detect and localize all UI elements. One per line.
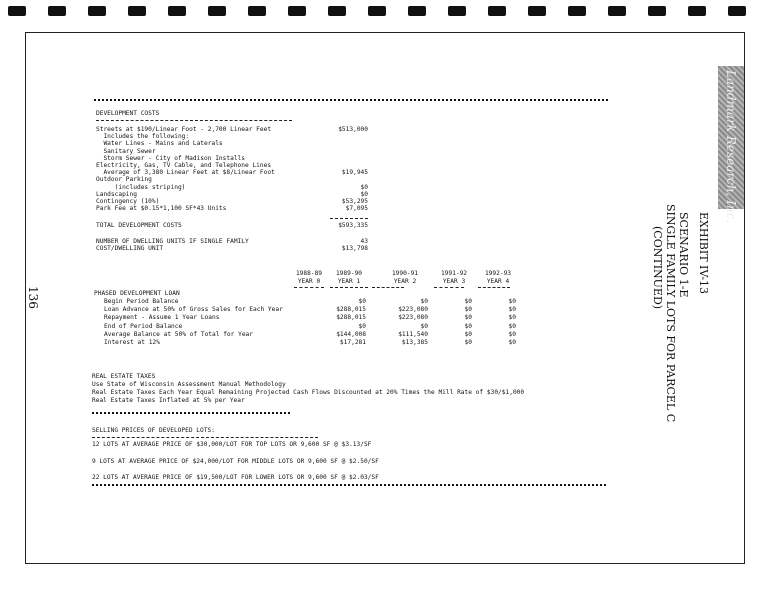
year-underline: [434, 287, 464, 288]
exhibit-number: EXHIBIT IV-13: [697, 212, 710, 295]
loan-cell: $288,015: [336, 314, 366, 322]
perforation: [648, 6, 666, 16]
year-label: YEAR 1: [337, 278, 361, 285]
year-period: 1992-93: [484, 270, 512, 277]
development-cost-label: Outdoor Parking: [96, 176, 152, 184]
loan-cell: $0: [464, 330, 472, 338]
loan-cell: $0: [508, 306, 516, 314]
loan-cell: $0: [508, 322, 516, 330]
selling-price-line: 22 LOTS AT AVERAGE PRICE OF $19,500/LOT FOR LOWER LOTS OR 9,600 SF @ $2.03/SF: [92, 474, 379, 481]
year-underline: [372, 287, 404, 288]
taxes-line: Use State of Wisconsin Assessment Manual Methodology: [92, 381, 286, 388]
perforation: [408, 6, 426, 16]
loan-cell: $0: [508, 339, 516, 346]
top-separator: [94, 99, 608, 103]
loan-cell: $0: [358, 298, 366, 305]
year-underline: [294, 287, 324, 288]
year-period: 1988-89: [295, 270, 323, 277]
year-label: YEAR 4: [486, 278, 510, 285]
loan-cell: $0: [420, 298, 428, 305]
loan-cell: $111,540: [398, 330, 428, 338]
total-development-costs-value: $593,335: [338, 222, 368, 229]
bottom-separator: [92, 484, 606, 488]
year-label: YEAR 2: [393, 278, 417, 285]
loan-row-label: Loan Advance at 50% of Gross Sales for Each Year: [104, 306, 283, 314]
development-cost-label: Streets at $190/Linear Foot - 2,700 Linear Feet: [96, 126, 272, 133]
loan-cell: $13,385: [401, 339, 428, 346]
cost-per-unit-value: $13,798: [341, 245, 368, 252]
exhibit-title: SINGLE FAMILY LOTS FOR PARCEL C: [664, 204, 677, 423]
loan-cell: $17,281: [339, 339, 366, 346]
perforation: [488, 6, 506, 16]
dwelling-units-value: 43: [360, 238, 368, 245]
development-cost-label: Park Fee at $0.15*1,100 SF*43 Units: [96, 205, 227, 213]
loan-cell: $0: [464, 306, 472, 314]
cost-per-unit-label: COST/DWELLING UNIT: [96, 245, 164, 252]
logo-text: Landmark Research, Inc.: [724, 70, 738, 224]
development-cost-label: Average of 3,380 Linear Feet at $8/Linear Foot: [96, 169, 275, 177]
development-cost-value: $7,095: [345, 205, 368, 213]
year-period: 1990-91: [391, 270, 419, 277]
perforation: [208, 6, 226, 16]
perforation: [288, 6, 306, 16]
loan-row-label: End of Period Balance: [104, 322, 183, 330]
taxes-line: Real Estate Taxes Inflated at 5% per Year: [92, 397, 245, 404]
year-underline: [330, 287, 368, 288]
perforation: [728, 6, 746, 16]
perforation: [88, 6, 106, 16]
loan-cell: $223,080: [398, 306, 428, 314]
perforation: [168, 6, 186, 16]
development-cost-label: Landscaping: [96, 190, 137, 198]
perforation: [528, 6, 546, 16]
total-rule: [330, 218, 368, 219]
development-cost-label: Includes the following:: [96, 133, 190, 141]
loan-cell: $0: [358, 322, 366, 330]
development-costs-header: DEVELOPMENT COSTS: [96, 110, 160, 117]
continued-label: (CONTINUED): [651, 226, 664, 310]
page-number: 136: [26, 286, 40, 309]
loan-cell: $0: [464, 298, 472, 305]
perforation: [368, 6, 386, 16]
development-cost-label: Contingency (10%): [96, 198, 160, 205]
selling-price-line: 9 LOTS AT AVERAGE PRICE OF $24,000/LOT FOR MIDDLE LOTS OR 9,600 SF @ $2.50/SF: [92, 458, 379, 465]
loan-cell: $0: [508, 298, 516, 305]
company-logo: [718, 66, 744, 224]
perforation: [48, 6, 66, 16]
loan-cell: $288,015: [336, 306, 366, 314]
loan-row-label: Average Balance at 50% of Total for Year: [104, 330, 254, 338]
development-cost-label: (includes striping): [96, 183, 186, 191]
year-period: 1989-90: [335, 270, 363, 277]
dwelling-units-label: NUMBER OF DWELLING UNITS IF SINGLE FAMILY: [96, 238, 249, 245]
year-label: YEAR 0: [297, 278, 321, 285]
perforation: [248, 6, 266, 16]
perforation: [688, 6, 706, 16]
header-underline: [96, 120, 292, 121]
selling-prices-underline: [92, 437, 318, 438]
development-cost-value: $53,295: [341, 198, 368, 205]
scan-perforations: [0, 6, 768, 20]
loan-cell: $144,008: [336, 330, 366, 338]
real-estate-taxes-header: REAL ESTATE TAXES: [92, 373, 156, 380]
loan-row-label: Interest at 12%: [104, 339, 160, 346]
taxes-line: Real Estate Taxes Each Year Equal Remaining Projected Cash Flows Discounted at 20% Times the Mill Rate of $30/$1,000: [92, 389, 525, 396]
perforation: [448, 6, 466, 16]
perforation: [128, 6, 146, 16]
perforation: [8, 6, 26, 16]
development-cost-value: $513,000: [338, 126, 368, 133]
year-label: YEAR 3: [442, 278, 466, 285]
loan-cell: $0: [508, 314, 516, 322]
loan-cell: $0: [464, 322, 472, 330]
loan-cell: $0: [508, 330, 516, 338]
loan-cell: $0: [464, 339, 472, 346]
loan-row-label: Begin Period Balance: [104, 298, 179, 305]
loan-cell: $223,080: [398, 314, 428, 322]
perforation: [568, 6, 586, 16]
development-cost-label: Water Lines - Mains and Laterals: [96, 140, 223, 148]
development-cost-value: $19,945: [341, 169, 368, 177]
loan-cell: $0: [464, 314, 472, 322]
year-period: 1991-92: [440, 270, 468, 277]
development-cost-label: Sanitary Sewer: [96, 147, 156, 155]
loan-cell: $0: [420, 322, 428, 330]
perforation: [608, 6, 626, 16]
selling-price-line: 12 LOTS AT AVERAGE PRICE OF $30,000/LOT FOR TOP LOTS OR 9,600 SF @ $3.13/SF: [92, 441, 372, 448]
year-underline: [478, 287, 510, 288]
total-development-costs-label: TOTAL DEVELOPMENT COSTS: [96, 222, 182, 229]
development-cost-value: $0: [360, 190, 368, 198]
development-cost-label: Storm Sewer - City of Madison Installs: [96, 154, 246, 162]
perforation: [328, 6, 346, 16]
development-cost-label: Electricity, Gas, TV Cable, and Telephone Lines: [96, 162, 272, 169]
loan-row-label: Repayment - Assume 1 Year Loans: [104, 314, 220, 322]
development-cost-value: $0: [360, 183, 368, 191]
selling-prices-header: SELLING PRICES OF DEVELOPED LOTS:: [92, 427, 215, 434]
scenario-title: SCENARIO 1-E: [677, 212, 690, 298]
phased-loan-header: PHASED DEVELOPMENT LOAN: [94, 290, 180, 297]
taxes-separator: [92, 412, 290, 416]
